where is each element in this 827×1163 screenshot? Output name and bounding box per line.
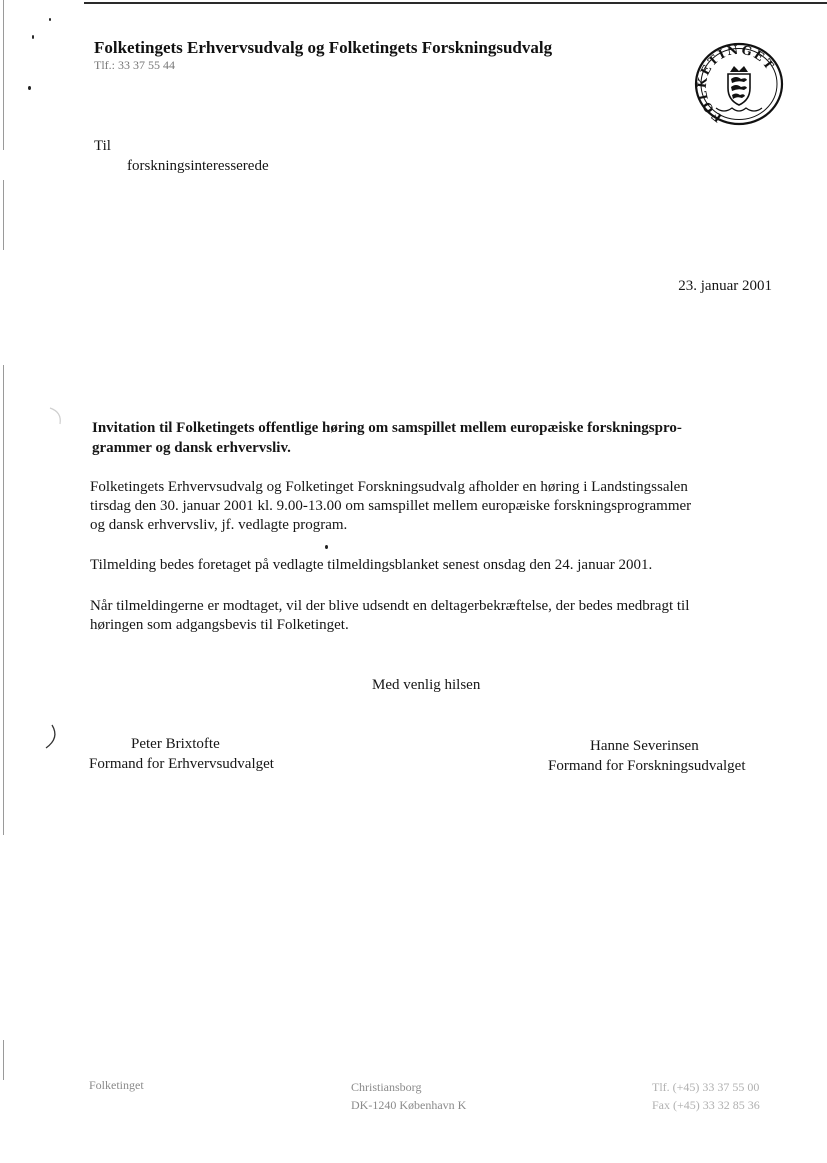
left-signatory-name: Peter Brixtofte [131, 736, 220, 752]
closing-salutation: Med venlig hilsen [372, 677, 481, 693]
right-signatory-name: Hanne Severinsen [590, 738, 699, 754]
scan-left-edge [3, 180, 4, 250]
body-line: og dansk erhvervsliv, jf. vedlagte program. [90, 517, 348, 533]
scan-speck [325, 545, 328, 549]
letter-date: 23. januar 2001 [678, 278, 772, 294]
footer-address-line: DK-1240 København K [351, 1098, 467, 1112]
subject-heading [92, 418, 682, 458]
recipient-name: forskningsinteresserede [127, 158, 269, 174]
footer-contact [652, 1078, 760, 1114]
recipient-prefix: Til [94, 138, 111, 154]
body-paragraph-2: Tilmelding bedes foretaget på vedlagte tilmeldingsblanket senest onsdag den 24. januar 2001. [90, 557, 653, 573]
scan-left-edge [3, 0, 4, 150]
footer-fax: Fax (+45) 33 32 85 36 [652, 1098, 760, 1112]
footer-address [351, 1078, 466, 1114]
scan-top-border [84, 2, 827, 4]
footer-phone: Tlf. (+45) 33 37 55 00 [652, 1080, 760, 1094]
footer-address-line: Christiansborg [351, 1080, 422, 1094]
scan-left-edge [3, 365, 4, 835]
left-signatory-title: Formand for Erhvervsudvalget [89, 756, 274, 772]
scan-mark [40, 722, 64, 752]
subject-line: Invitation til Folketingets offentlige høring om samspillet mellem europæiske forskningspro- [92, 420, 682, 436]
body-line: Når tilmeldingerne er modtaget, vil der blive udsendt en deltagerbekræftelse, der bedes medbragt til [90, 598, 690, 614]
body-line: Folketingets Erhvervsudvalg og Folketinget Forskningsudvalg afholder en høring i Landstingssalen [90, 479, 688, 495]
footer-org: Folketinget [89, 1078, 144, 1092]
body-line: tirsdag den 30. januar 2001 kl. 9.00-13.00 om samspillet mellem europæiske forskningsprogrammer [90, 498, 692, 514]
body-paragraph-1 [90, 478, 691, 535]
body-paragraph-3 [90, 597, 689, 635]
subject-line: grammer og dansk erhvervsliv. [92, 440, 291, 456]
scan-speck [49, 18, 51, 21]
right-signatory-title: Formand for Forskningsudvalget [548, 758, 746, 774]
folketinget-seal [694, 42, 784, 131]
committee-title: Folketingets Erhvervsudvalg og Folketingets Forskningsudvalg [94, 38, 553, 57]
phone-number: Tlf.: 33 37 55 44 [94, 58, 175, 72]
seal-ring-text: FOLKETINGET [694, 42, 778, 125]
body-line: høringen som adgangsbevis til Folketinget. [90, 617, 349, 633]
scan-speck [28, 86, 31, 90]
scan-mark [42, 404, 66, 428]
scan-left-edge [3, 1040, 4, 1080]
scan-speck [32, 35, 34, 39]
